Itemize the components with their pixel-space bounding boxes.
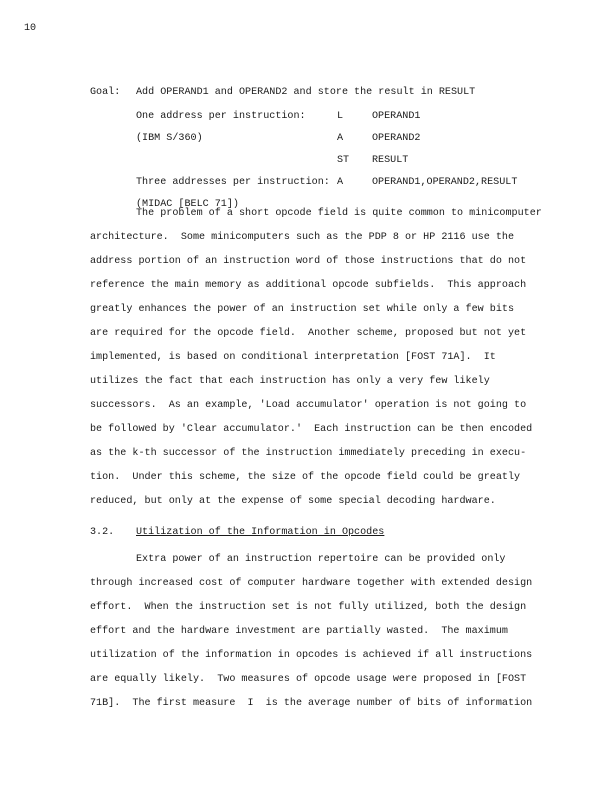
text-line: as the k-th successor of the instruction immediately preceding in execu- bbox=[90, 448, 527, 459]
text-line: 71B]. The first measure I is the average number of bits of information bbox=[90, 698, 533, 709]
example-operand: OPERAND1,OPERAND2,RESULT bbox=[372, 177, 518, 188]
text-line: are required for the opcode field. Another scheme, proposed but not yet bbox=[90, 328, 527, 339]
text-line: Extra power of an instruction repertoire can be provided only bbox=[136, 554, 506, 565]
text-line: greatly enhances the power of an instruction set while only a few bits bbox=[90, 304, 515, 315]
example-opcode: ST bbox=[337, 155, 350, 166]
text-line: utilization of the information in opcodes is achieved if all instructions bbox=[90, 650, 533, 661]
text-line: effort and the hardware investment are partially wasted. The maximum bbox=[90, 626, 508, 637]
example-description: One address per instruction: bbox=[136, 111, 306, 122]
text-line: utilizes the fact that each instruction has only a very few likely bbox=[90, 376, 490, 387]
text-line: through increased cost of computer hardware together with extended design bbox=[90, 578, 533, 589]
text-line: reduced, but only at the expense of some special decoding hardware. bbox=[90, 496, 496, 507]
text-line: are equally likely. Two measures of opcode usage were proposed in [FOST bbox=[90, 674, 527, 685]
example-operand: OPERAND1 bbox=[372, 111, 421, 122]
page-number: 10 bbox=[24, 23, 37, 34]
example-opcode: L bbox=[337, 111, 344, 122]
example-description: (MIDAC [BELC 71]) bbox=[136, 199, 239, 210]
text-line: architecture. Some minicomputers such as the PDP 8 or HP 2116 use the bbox=[90, 232, 515, 243]
text-line: effort. When the instruction set is not fully utilized, both the design bbox=[90, 602, 527, 613]
section-title: Utilization of the Information in Opcodes bbox=[136, 527, 385, 538]
text-line: successors. As an example, 'Load accumulator' operation is not going to bbox=[90, 400, 527, 411]
example-operand: OPERAND2 bbox=[372, 133, 421, 144]
text-line: tion. Under this scheme, the size of the opcode field could be greatly bbox=[90, 472, 521, 483]
text-line: be followed by 'Clear accumulator.' Each instruction can be then encoded bbox=[90, 424, 533, 435]
text-line: reference the main memory as additional opcode subfields. This approach bbox=[90, 280, 527, 291]
section-number: 3.2. bbox=[90, 527, 115, 538]
text-line: implemented, is based on conditional interpretation [FOST 71A]. It bbox=[90, 352, 496, 363]
example-operand: RESULT bbox=[372, 155, 409, 166]
example-opcode: A bbox=[337, 133, 344, 144]
example-opcode: A bbox=[337, 177, 344, 188]
goal-label: Goal: bbox=[90, 87, 121, 98]
example-description: (IBM S/360) bbox=[136, 133, 203, 144]
text-line: address portion of an instruction word of those instructions that do not bbox=[90, 256, 527, 267]
example-description: Three addresses per instruction: bbox=[136, 177, 330, 188]
goal-text: Add OPERAND1 and OPERAND2 and store the result in RESULT bbox=[136, 87, 476, 98]
text-line: The problem of a short opcode field is quite common to minicomputer bbox=[136, 208, 542, 219]
